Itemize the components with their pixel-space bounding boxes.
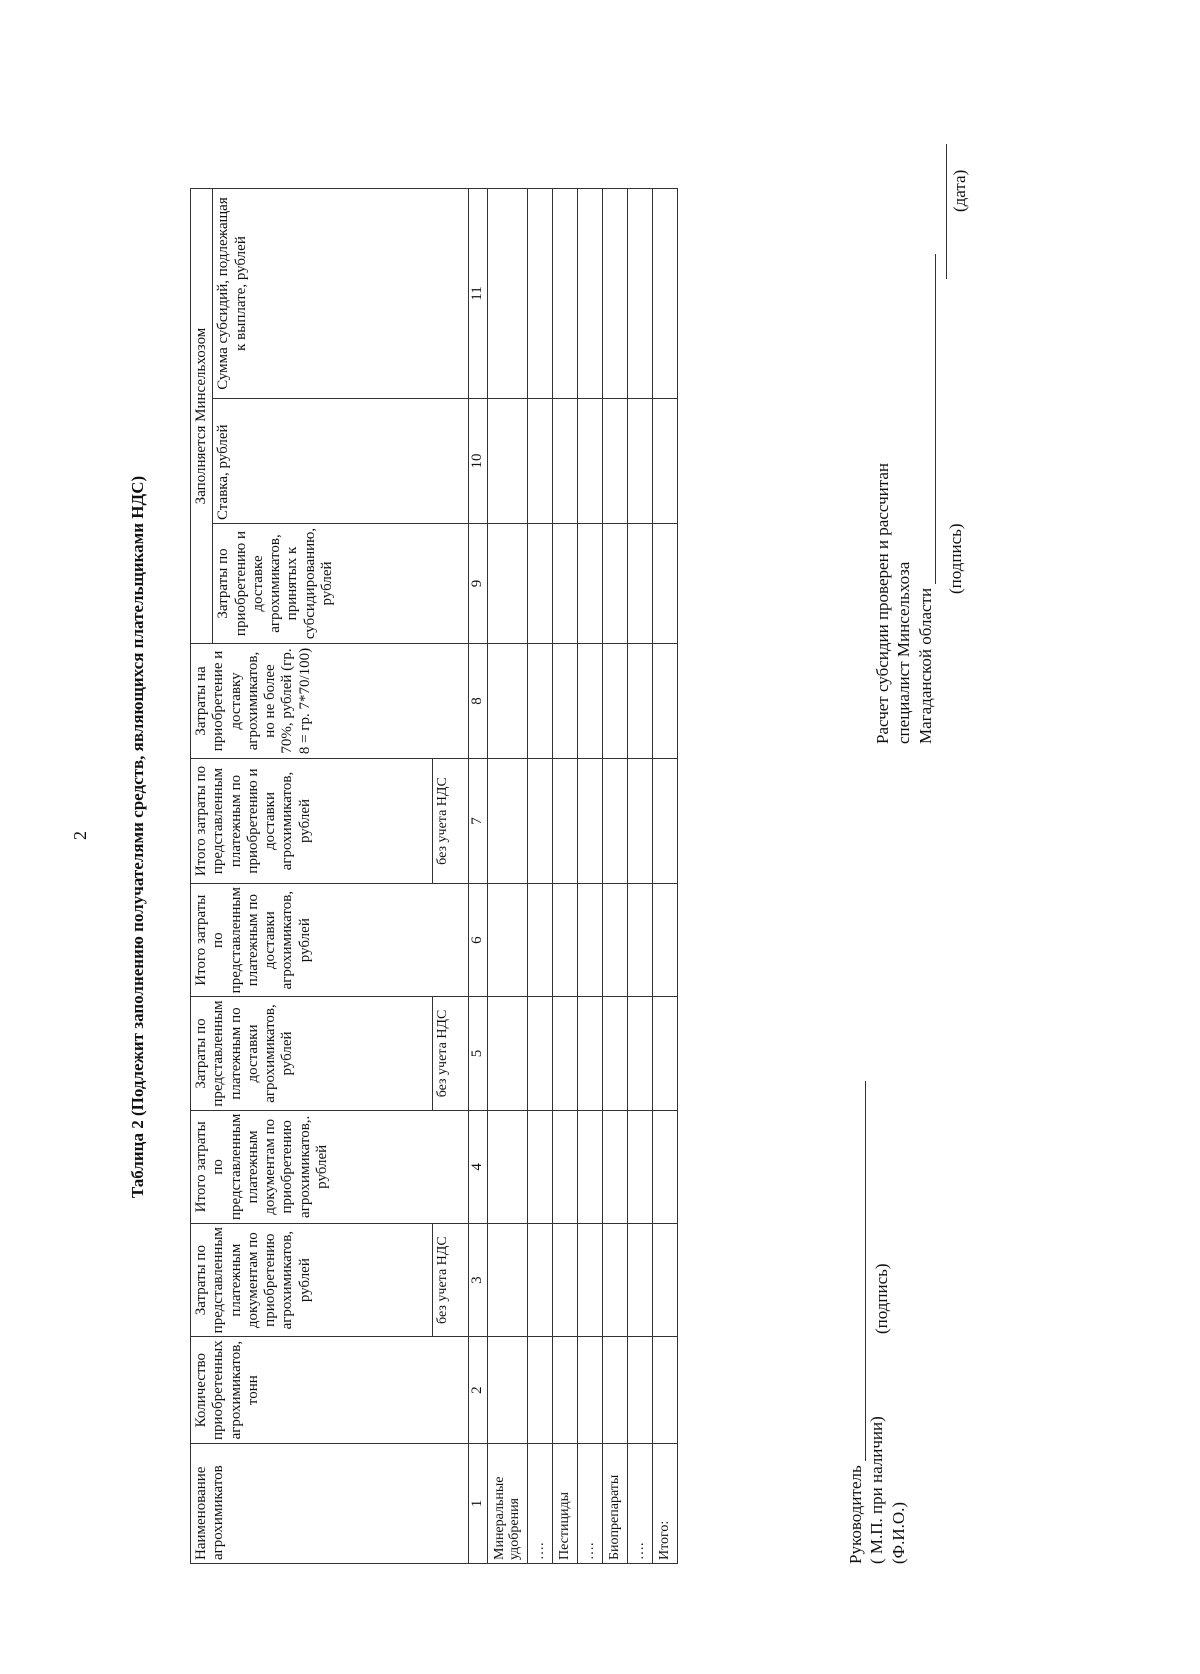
- header-col4: Итого затраты по представленным платежным документам по приобретению агрохимикатов,. рублей: [191, 1110, 469, 1223]
- note-col7: без учета НДС: [433, 759, 469, 884]
- table-row: [487, 189, 527, 1564]
- header-col11: Сумма субсидий, подлежащая к выплате, рублей: [213, 189, 469, 399]
- head-label: Руководитель: [846, 1465, 865, 1564]
- header-col6: Итого затраты по представленным платежным по доставки агрохимикатов, рублей: [191, 884, 469, 997]
- column-number: 7: [469, 759, 487, 884]
- column-number: 4: [469, 1110, 487, 1223]
- column-number: 8: [469, 644, 487, 759]
- note-col3: без учета НДС: [433, 1223, 469, 1336]
- subsidy-table: [190, 188, 678, 1564]
- header-col10: Ставка, рублей: [213, 399, 469, 524]
- date-caption: (дата): [950, 169, 969, 212]
- column-number: 5: [469, 997, 487, 1110]
- check-text-line3: Магаданской области: [915, 587, 935, 744]
- row-label: Минеральные удобрения: [487, 1444, 527, 1564]
- table-row: [652, 189, 677, 1564]
- table-row: [577, 189, 602, 1564]
- column-number: 2: [469, 1337, 487, 1444]
- row-label: ….: [577, 1444, 602, 1564]
- head-signature-caption: (подпись): [872, 1263, 891, 1334]
- header-col8: Затраты на приобретение и доставку агрохимикатов, но не более 70%, рублей (гр. 8 = гр. 7*70/100): [191, 644, 469, 759]
- header-col2: Количество приобретенных агрохимикатов, тонн: [191, 1337, 469, 1444]
- header-col9: Затраты по приобретению и доставке агрохимикатов, принятых к субсидированию, рублей: [213, 524, 469, 644]
- specialist-signature-caption: (подпись): [946, 523, 965, 594]
- table-row: [527, 189, 552, 1564]
- check-block: [872, 254, 936, 744]
- table-row: [552, 189, 577, 1564]
- specialist-signature-line: [935, 254, 936, 584]
- table-row: [627, 189, 652, 1564]
- table-row: [602, 189, 627, 1564]
- page-number: 2: [70, 831, 90, 840]
- column-number: 6: [469, 884, 487, 997]
- header-col1: Наименование агрохимикатов: [191, 1444, 469, 1564]
- row-label: ….: [627, 1444, 652, 1564]
- header-col7: Итого затраты по представленным платежным по приобретению и доставки агрохимикатов, рублей: [191, 759, 433, 884]
- column-number: 9: [469, 524, 487, 644]
- row-label: Пестициды: [552, 1444, 577, 1564]
- table-title: Таблица 2 (Подлежит заполнению получателями средств, являющихся плательщиками НДС): [128, 475, 147, 1199]
- column-number: 3: [469, 1223, 487, 1336]
- check-text-line2: специалист Минсельхоза: [894, 561, 914, 744]
- fio-label: (Ф.И.О.): [888, 1501, 908, 1564]
- header-col3: Затраты по представленным платежным документам по приобретению агрохимикатов, рублей: [191, 1223, 433, 1336]
- row-label: Биопрепараты: [602, 1444, 627, 1564]
- column-number: 1: [469, 1444, 487, 1564]
- header-col5: Затраты по представленным платежным по доставки агрохимикатов, рублей: [191, 997, 433, 1110]
- check-text-line1: Расчет субсидии проверен и рассчитан: [873, 463, 892, 744]
- note-col5: без учета НДС: [433, 997, 469, 1110]
- column-number: 11: [469, 189, 487, 399]
- date-line: [946, 144, 947, 279]
- stamp-label: ( М.П. при наличии): [867, 1416, 887, 1564]
- head-signature-line: [865, 1081, 866, 1461]
- row-label: ….: [527, 1444, 552, 1564]
- row-label: Итого:: [652, 1444, 677, 1564]
- column-number: 10: [469, 399, 487, 524]
- header-ministry-group: Заполняется Минсельхозом: [191, 189, 213, 644]
